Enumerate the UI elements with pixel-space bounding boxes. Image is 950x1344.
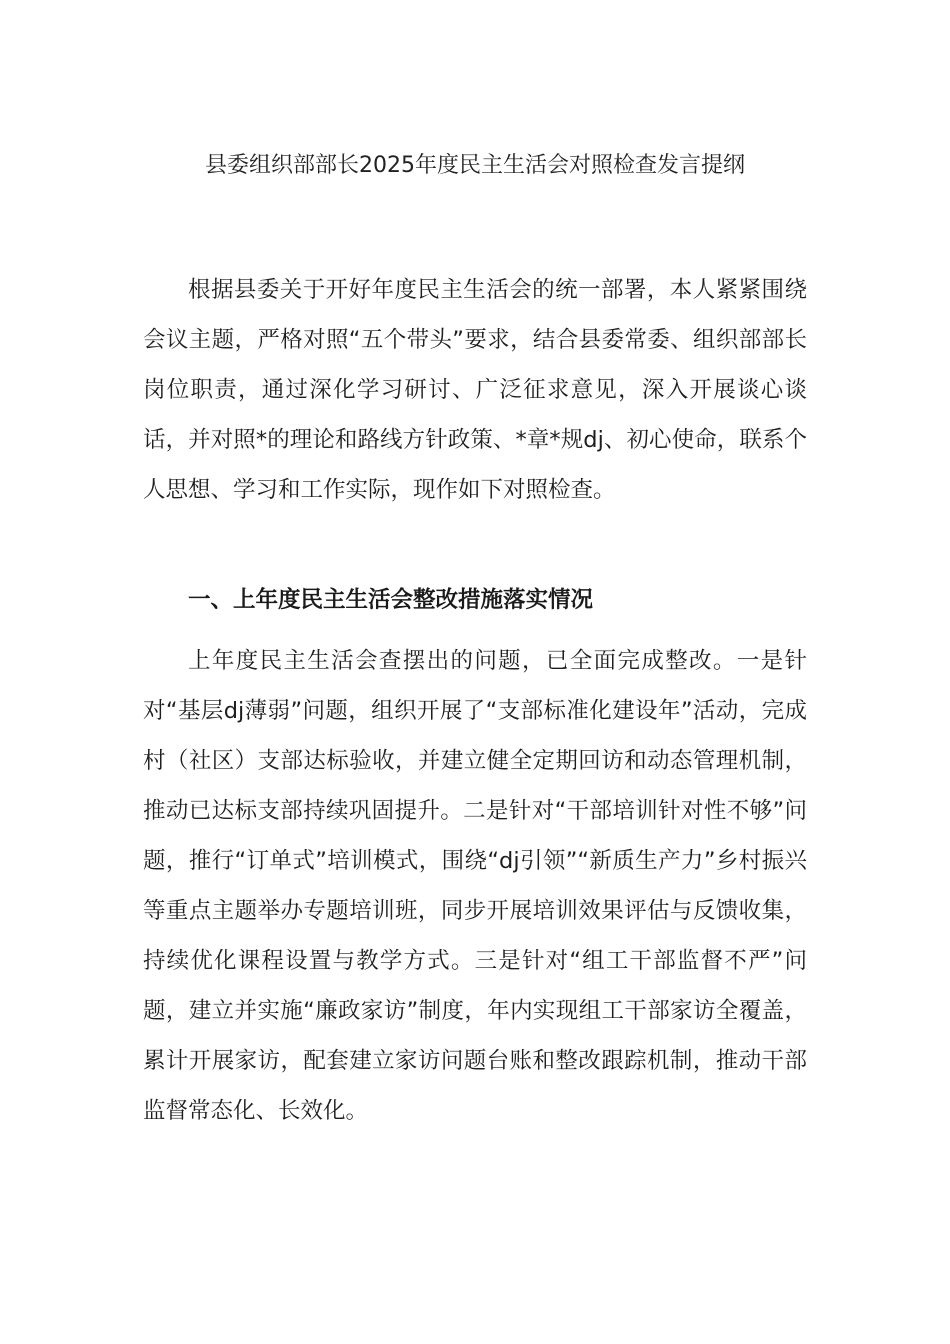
section-1-paragraph: 上年度民主生活会查摆出的问题，已全面完成整改。一是针对“基层dj薄弱”问题，组织开展了“支部标准化建设年”活动，完成村（社区）支部达标验收，并建立健全定期回访和动态管理机制，推动已达标支部持续巩固提升。二是针对“干部培训针对性不够”问题，推行“订单式”培训模式，围绕“dj引领”“新质生产力”乡村振兴等重点主题举办专题培训班，同步开展培训效果评估与反馈收集，持续优化课程设置与教学方式。三是针对“组工干部监督不严”问题，建立并实施“廉政家访”制度，年内实现组工干部家访全覆盖，累计开展家访，配套建立家访问题台账和整改跟踪机制，推动干部监督常态化、长效化。 — [143, 648, 807, 1124]
intro-paragraph: 根据县委关于开好年度民主生活会的统一部署，本人紧紧围绕会议主题，严格对照“五个带头”要求，结合县委常委、组织部部长岗位职责，通过深化学习研讨、广泛征求意见，深入开展谈心谈话，并对照*的理论和路线方针政策、*章*规dj、初心使命，联系个人思想、学习和工作实际，现作如下对照检查。 — [143, 277, 807, 503]
section-heading-1: 一、上年度民主生活会整改措施落实情况 — [188, 587, 594, 613]
document-title: 县委组织部部长2025年度民主生活会对照检查发言提纲 — [205, 153, 745, 178]
